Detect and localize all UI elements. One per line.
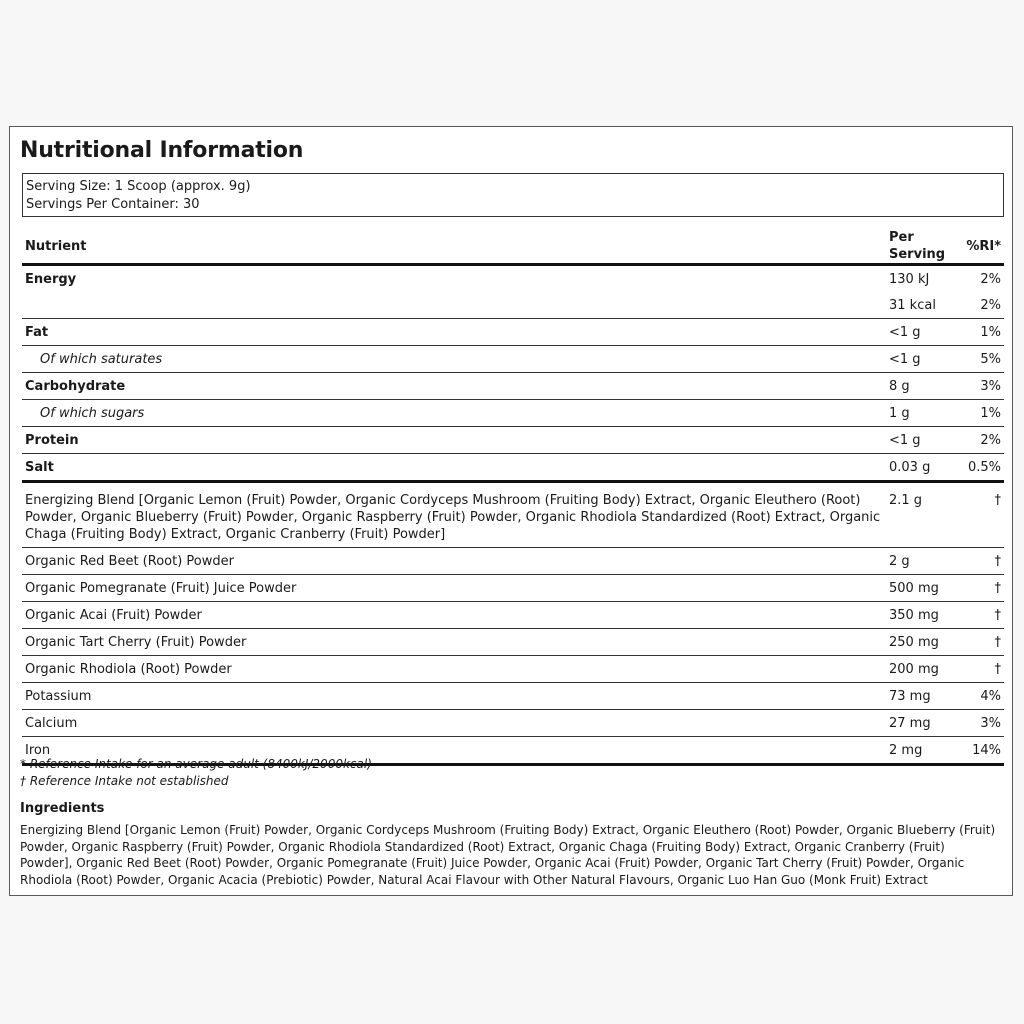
footnote-dagger: † Reference Intake not established	[20, 774, 229, 788]
nutrient-label: Organic Red Beet (Root) Powder	[25, 554, 234, 569]
nutrient-label: Iron	[25, 743, 51, 758]
ri-value: †	[994, 493, 1001, 508]
amount-value: <1 g	[889, 433, 921, 448]
nutrient-label: Salt	[25, 460, 54, 475]
nutrition-table	[22, 227, 1004, 766]
amount-value: 500 mg	[889, 581, 939, 596]
ri-value: 0.5%	[967, 460, 1001, 475]
serving-size: Serving Size: 1 Scoop (approx. 9g)	[26, 179, 251, 194]
empty-cell	[22, 292, 886, 319]
amount-value: 250 mg	[889, 635, 939, 650]
amount-value: <1 g	[889, 352, 921, 367]
amount-value: 8 g	[889, 379, 910, 394]
servings-per-container: Servings Per Container: 30	[26, 197, 200, 212]
amount-value: 2.1 g	[889, 493, 923, 508]
amount-value: 73 mg	[889, 689, 931, 704]
nutrient-label: Calcium	[25, 716, 78, 731]
nutrient-label: Carbohydrate	[25, 379, 126, 394]
ingredients-heading: Ingredients	[20, 801, 105, 816]
nutrient-label: Protein	[25, 433, 79, 448]
ri-value: 1%	[980, 325, 1001, 340]
amount-value: 0.03 g	[889, 460, 931, 475]
nutrient-label: Organic Rhodiola (Root) Powder	[25, 662, 232, 677]
ri-value: †	[994, 635, 1001, 650]
amount-value: 130 kJ	[889, 272, 930, 287]
nutrient-label: Energizing Blend [Organic Lemon (Fruit) Powder, Organic Cordyceps Mushroom (Fruiting Body) Extract, Organic Eleuthero (Root) Powder, Organic Blueberry (Fruit) Powder, Organic Raspberry (Fruit) Powder, Organic Rhodiola Standardized (Root) Extract, Organic Chaga (Fruiting Body) Extract, Organic Cranberry (Fruit) Powder]	[25, 493, 881, 542]
header-per-serving: Per Serving	[889, 230, 946, 262]
table-row	[22, 629, 1004, 656]
ri-value: †	[994, 581, 1001, 596]
ri-value: †	[994, 662, 1001, 677]
table-row	[22, 575, 1004, 602]
ri-value: 2%	[980, 433, 1001, 448]
ri-value: 2%	[980, 272, 1001, 287]
serving-info-box	[22, 173, 1004, 217]
nutrient-label: Organic Tart Cherry (Fruit) Powder	[25, 635, 247, 650]
ri-value: 2%	[980, 298, 1001, 313]
header-nutrient: Nutrient	[25, 238, 87, 254]
ri-value: 3%	[980, 379, 1001, 394]
header-ri: %RI*	[966, 238, 1001, 254]
footnote-ri: * Reference Intake for an average adult (8400kJ/2000kcal)	[20, 757, 372, 771]
table-row	[22, 427, 1004, 454]
table-row	[22, 683, 1004, 710]
page-title: Nutritional Information	[20, 138, 304, 163]
table-row	[22, 602, 1004, 629]
amount-value: <1 g	[889, 325, 921, 340]
ri-value: 1%	[980, 406, 1001, 421]
ri-value: 4%	[980, 689, 1001, 704]
ri-value: 3%	[980, 716, 1001, 731]
nutrient-label: Fat	[25, 325, 49, 340]
nutrient-label: Energy	[25, 272, 77, 287]
ri-value: †	[994, 608, 1001, 623]
table-row	[22, 319, 1004, 346]
table-header-row	[22, 227, 1004, 265]
nutrient-label: Potassium	[25, 689, 92, 704]
table-row	[22, 454, 1004, 482]
amount-value: 2 mg	[889, 743, 923, 758]
ri-value: 5%	[980, 352, 1001, 367]
footnotes	[20, 756, 372, 790]
nutrition-panel	[9, 126, 1013, 896]
amount-value: 350 mg	[889, 608, 939, 623]
table-row-energy-kj	[22, 265, 1004, 293]
table-row	[22, 400, 1004, 427]
nutrient-label: Organic Pomegranate (Fruit) Juice Powder	[25, 581, 297, 596]
table-row	[22, 656, 1004, 683]
nutrient-label: Of which saturates	[40, 352, 163, 367]
table-row	[22, 346, 1004, 373]
table-row	[22, 373, 1004, 400]
amount-value: 2 g	[889, 554, 910, 569]
ri-value: 14%	[972, 743, 1001, 758]
table-row-energy-kcal	[22, 292, 1004, 319]
amount-value: 31 kcal	[889, 298, 936, 313]
amount-value: 1 g	[889, 406, 910, 421]
table-row	[22, 482, 1004, 548]
table-row	[22, 548, 1004, 575]
table-row	[22, 710, 1004, 737]
nutrient-label: Organic Acai (Fruit) Powder	[25, 608, 202, 623]
nutrient-label: Of which sugars	[40, 406, 145, 421]
amount-value: 27 mg	[889, 716, 931, 731]
ri-value: †	[994, 554, 1001, 569]
ingredients-text: Energizing Blend [Organic Lemon (Fruit) Powder, Organic Cordyceps Mushroom (Fruiting Body) Extract, Organic Eleuthero (Root) Powder, Organic Blueberry (Fruit) Powder, Organic Raspberry (Fruit) Powder, Organic Rhodiola Standardized (Root) Extract, Organic Chaga (Fruiting Body) Extract, Organic Cranberry (Fruit) Powder], Organic Red Beet (Root) Powder, Organic Pomegranate (Fruit) Juice Powder, Organic Acai (Fruit) Powder, Organic Tart Cherry (Fruit) Powder, Organic Rhodiola (Root) Powder, Organic Acacia (Prebiotic) Powder, Natural Acai Flavour with Other Natural Flavours, Organic Luo Han Guo (Monk Fruit) Extract	[20, 823, 996, 887]
amount-value: 200 mg	[889, 662, 939, 677]
